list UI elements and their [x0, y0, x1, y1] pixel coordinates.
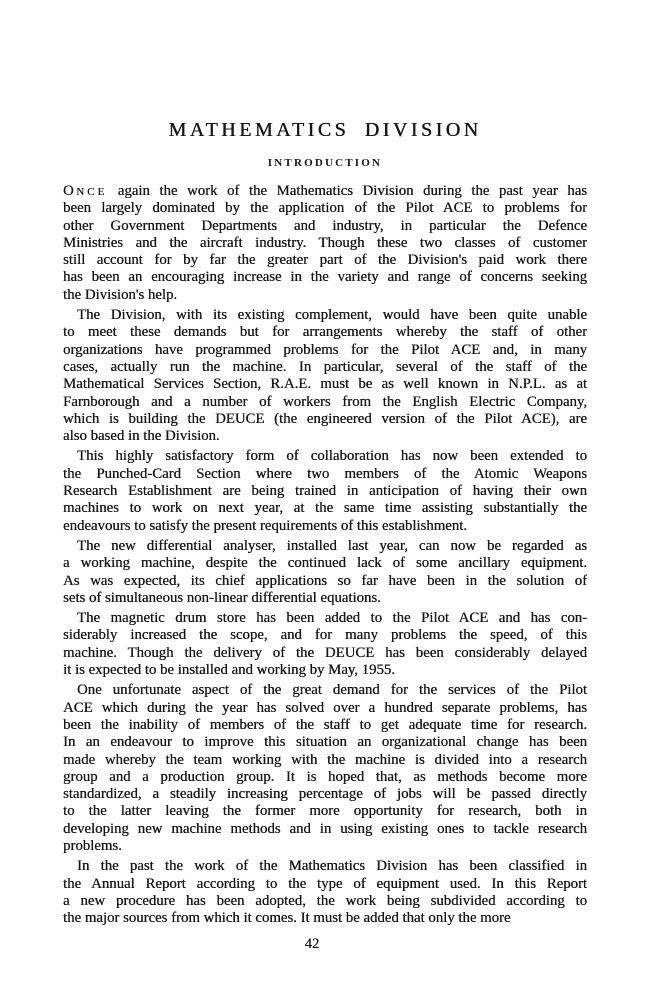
text-line: ONCE again the work of the Mathematics Division during the past year has [63, 183, 587, 199]
text-line: been largely dominated by the application of the Pilot ACE to problems for [63, 200, 587, 217]
text-line: other Government Departments and industry, in particular the Defence [63, 217, 587, 234]
text-line: The Division, with its existing complement, would have been quite unable [77, 307, 587, 324]
lead-capital: O [63, 183, 77, 199]
paragraph [63, 538, 587, 607]
text-line: made whereby the team working with the machine is divided into a research [63, 751, 587, 768]
paragraph [63, 610, 587, 679]
text-line: a working machine, despite the continued lack of some ancillary equipment. [63, 555, 587, 572]
text-line: still account for by far the greater part of the Division's paid work there [63, 252, 587, 269]
text-line: a new procedure has been adopted, the work being subdivided according to [63, 892, 587, 909]
paragraph [63, 858, 587, 927]
paragraph [63, 307, 587, 445]
text-line: also based in the Division. [63, 428, 220, 445]
text-line: Mathematical Services Section, R.A.E. must be as well known in N.P.L. as at [63, 376, 587, 393]
paragraph [63, 448, 587, 534]
text-line: developing new machine methods and in using existing ones to tackle research [63, 820, 587, 837]
text-line: the Punched-Card Section where two members of the Atomic Weapons [63, 465, 587, 482]
paragraph [63, 183, 587, 304]
text-line: endeavours to satisfy the present requirements of this establishment. [63, 517, 467, 534]
text-line: organizations have programmed problems for the Pilot ACE and, in many [63, 341, 587, 358]
text-line: the Annual Report according to the type of equipment used. In this Report [63, 875, 587, 892]
text-line: The magnetic drum store has been added to the Pilot ACE and has con- [77, 610, 587, 627]
text-line: In an endeavour to improve this situation an organizational change has been [63, 734, 587, 751]
page-number: 42 [304, 936, 320, 953]
text-line: the major sources from which it comes. It must be added that only the more [63, 910, 511, 927]
text-column [63, 0, 587, 953]
text-line: problems. [63, 837, 122, 854]
body-text [63, 183, 587, 927]
text-line: One unfortunate aspect of the great demand for the services of the Pilot [77, 682, 587, 699]
text-line: Research Establishment are being trained in anticipation of having their own [63, 483, 587, 500]
text-line: the Division's help. [63, 286, 178, 303]
text-line: cases, actually run the machine. In particular, several of the staff of the [63, 358, 587, 375]
text-line: group and a production group. It is hoped that, as methods become more [63, 768, 587, 785]
text-line: This highly satisfactory form of collaboration has now been extended to [77, 448, 587, 465]
text-line: siderably increased the scope, and for many problems the speed, of this [63, 627, 587, 644]
page-title: MATHEMATICS DIVISION [168, 119, 482, 141]
text-line: Ministries and the aircraft industry. Though these two classes of customer [63, 234, 587, 251]
text-line: machines to work on next year, at the same time assisting substantially the [63, 500, 587, 517]
text-line: Farnborough and a number of workers from the English Electric Company, [63, 393, 587, 410]
text-line: machine. Though the delivery of the DEUCE has been considerably delayed [63, 644, 587, 661]
text-line: to the latter leaving the former more opportunity for research, both in [63, 803, 587, 820]
text-line: it is expected to be installed and working by May, 1955. [63, 662, 395, 679]
text-line: ACE which during the year has solved over a hundred separate problems, has [63, 699, 587, 716]
text-line: The new differential analyser, installed last year, can now be regarded as [77, 537, 587, 554]
text-line: sets of simultaneous non-linear differential equations. [63, 589, 381, 606]
text-line: In the past the work of the Mathematics Division has been classified in [77, 858, 587, 875]
text-line: has been an encouraging increase in the variety and range of concerns seeking [63, 269, 587, 286]
text-line: standardized, a steadily increasing percentage of jobs will be passed directly [63, 786, 587, 803]
lead-small-caps: NCE [76, 186, 108, 198]
text-line: which is building the DEUCE (the engineered version of the Pilot ACE), are [63, 410, 587, 427]
text-line: to meet these demands but for arrangements whereby the staff of other [63, 324, 587, 341]
text-line: been the inability of members of the staff to get adequate time for research. [63, 716, 587, 733]
paragraph [63, 682, 587, 855]
section-heading: INTRODUCTION [267, 157, 383, 169]
text-line: As was expected, its chief applications so far have been in the solution of [63, 572, 587, 589]
